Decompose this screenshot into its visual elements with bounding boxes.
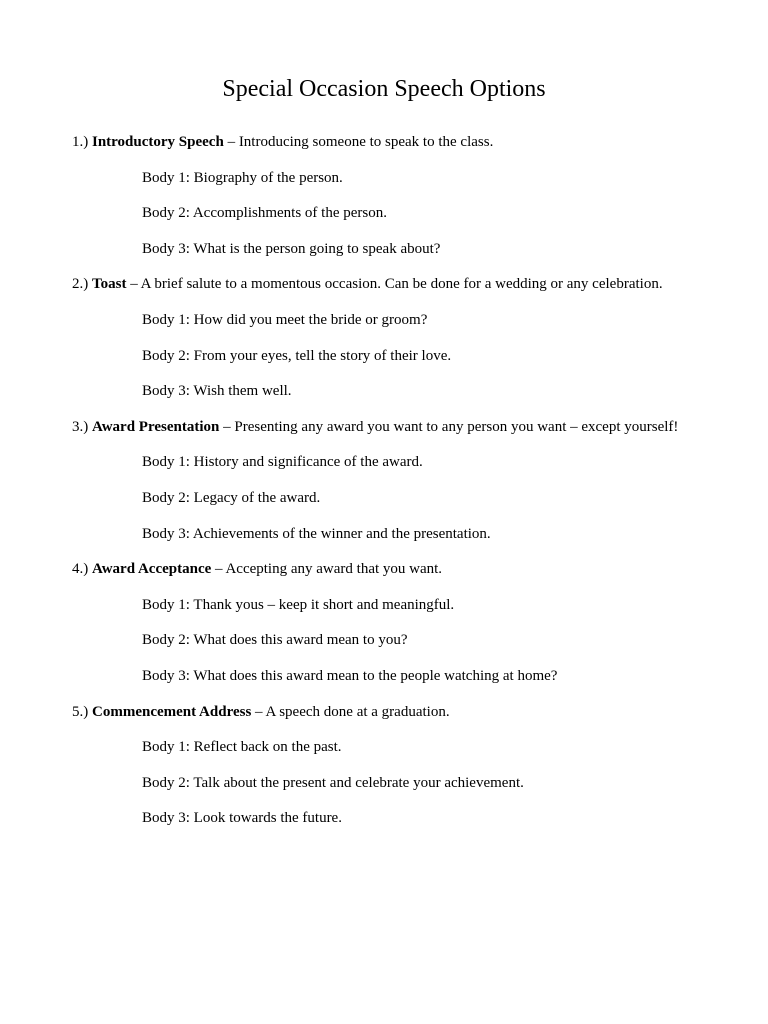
speech-number: 4.) bbox=[72, 561, 89, 578]
speech-item-award-presentation bbox=[72, 417, 752, 544]
body-point: Body 1: Thank yous – keep it short and meaningful. bbox=[142, 596, 455, 613]
speech-heading bbox=[72, 274, 752, 294]
speech-heading bbox=[72, 559, 752, 579]
speech-item-commencement bbox=[72, 702, 752, 829]
speech-item-introductory bbox=[72, 132, 752, 259]
speech-description: – A brief salute to a momentous occasion. Can be done for a wedding or any celebration. bbox=[130, 276, 663, 293]
speech-number: 2.) bbox=[72, 276, 89, 293]
body-point: Body 3: Wish them well. bbox=[142, 383, 292, 400]
body-point: Body 1: History and significance of the award. bbox=[142, 454, 423, 471]
speech-heading bbox=[72, 132, 752, 152]
speech-name: Award Acceptance bbox=[92, 561, 212, 578]
speech-name: Award Presentation bbox=[92, 418, 220, 435]
body-point: Body 3: Look towards the future. bbox=[142, 810, 342, 827]
speech-item-award-acceptance bbox=[72, 559, 752, 686]
speech-description: – Introducing someone to speak to the class. bbox=[227, 134, 494, 150]
body-point: Body 2: What does this award mean to you? bbox=[142, 632, 408, 649]
speech-item-toast bbox=[72, 274, 752, 401]
body-point: Body 2: From your eyes, tell the story of their love. bbox=[142, 347, 452, 364]
body-point: Body 3: What does this award mean to the people watching at home? bbox=[142, 667, 558, 684]
speech-heading bbox=[72, 417, 752, 437]
speech-name: Introductory Speech bbox=[92, 134, 224, 150]
speech-number: 1.) bbox=[72, 134, 89, 150]
body-point: Body 1: Reflect back on the past. bbox=[142, 739, 342, 756]
page-title: Special Occasion Speech Options bbox=[222, 76, 546, 102]
speech-list bbox=[72, 132, 752, 844]
body-point: Body 2: Legacy of the award. bbox=[142, 489, 321, 506]
body-point: Body 2: Talk about the present and celebrate your achievement. bbox=[142, 774, 524, 791]
speech-number: 3.) bbox=[72, 418, 89, 435]
speech-description: – Presenting any award you want to any person you want – except yourself! bbox=[223, 418, 679, 435]
body-point: Body 2: Accomplishments of the person. bbox=[142, 205, 387, 222]
speech-name: Toast bbox=[92, 276, 127, 293]
body-point: Body 1: Biography of the person. bbox=[142, 169, 343, 186]
speech-number: 5.) bbox=[72, 703, 89, 720]
speech-name: Commencement Address bbox=[92, 703, 252, 720]
body-point: Body 1: How did you meet the bride or groom? bbox=[142, 311, 428, 328]
body-point: Body 3: What is the person going to speak about? bbox=[142, 240, 441, 257]
speech-description: – A speech done at a graduation. bbox=[255, 703, 450, 720]
speech-description: – Accepting any award that you want. bbox=[215, 561, 443, 578]
speech-heading bbox=[72, 702, 752, 722]
body-point: Body 3: Achievements of the winner and the presentation. bbox=[142, 525, 491, 542]
